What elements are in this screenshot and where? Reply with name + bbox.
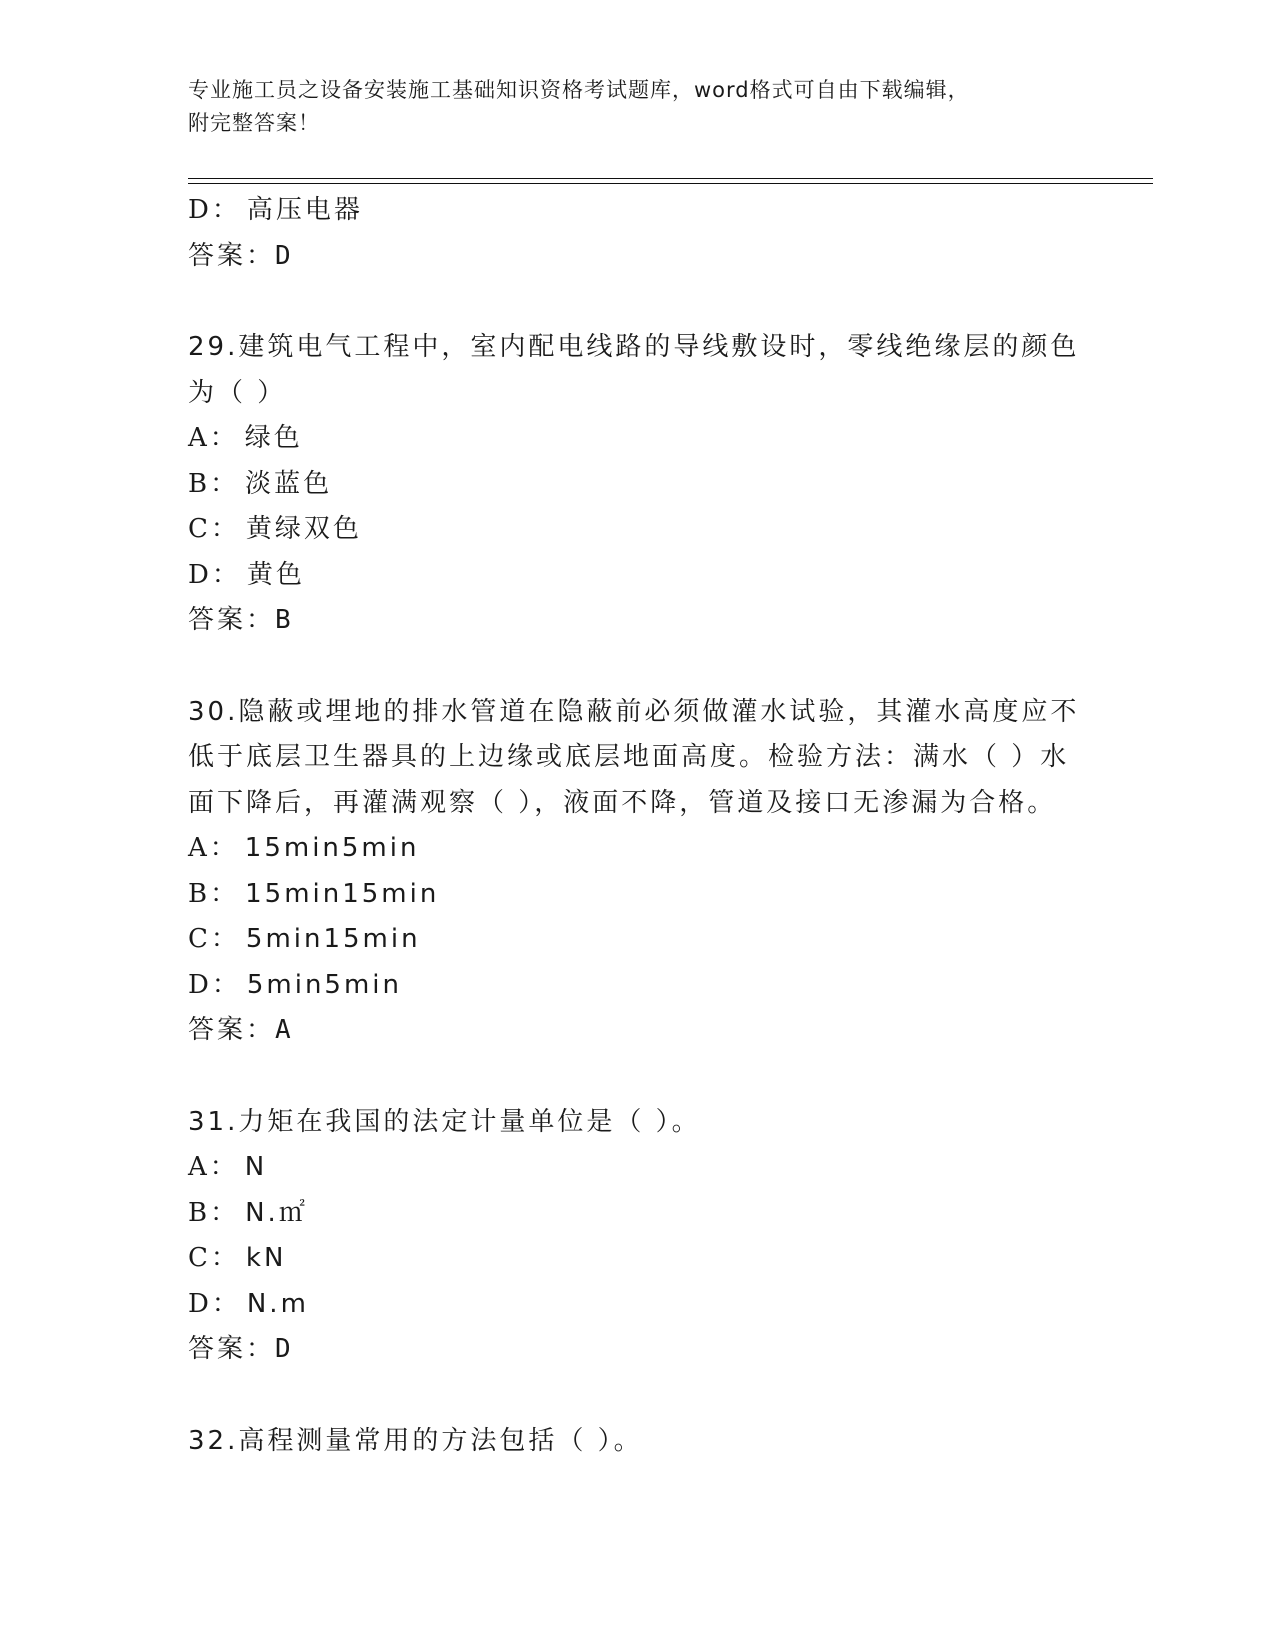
option-label: B： (188, 468, 240, 499)
option-d (188, 188, 1088, 234)
option-label: A： (188, 1152, 239, 1182)
answer-line: 答案：D (188, 240, 294, 271)
option-a (188, 826, 1088, 872)
spacer (188, 279, 1088, 325)
option-text: 15min5min (244, 833, 420, 863)
option-b (188, 462, 1088, 508)
question-stem: 32.高程测量常用的方法包括（ ）。 (188, 1425, 643, 1456)
question-stem: 29.建筑电气工程中，室内配电线路的导线敷设时，零线绝缘层的颜色为（ ） (188, 332, 1080, 408)
option-label: D： (188, 559, 241, 590)
option-b (188, 872, 1088, 918)
option-b (188, 1191, 1088, 1237)
option-label: B： (188, 1197, 240, 1228)
question-31 (188, 1100, 1088, 1373)
option-text: N.m (246, 1288, 309, 1319)
answer-line: 答案：D (188, 1334, 294, 1364)
option-text: 15min15min (245, 878, 440, 909)
spacer (188, 1373, 1088, 1419)
question-stem: 31.力矩在我国的法定计量单位是（ ）。 (188, 1106, 701, 1137)
option-label: C： (188, 1243, 240, 1273)
option-c (188, 917, 1088, 963)
header-divider-bottom (188, 183, 1153, 184)
option-label: C： (188, 514, 240, 544)
option-label: A： (188, 833, 239, 863)
option-d (188, 1282, 1088, 1328)
header-line-1: 专业施工员之设备安装施工基础知识资格考试题库，word格式可自由下载编辑， (188, 78, 970, 102)
option-c (188, 507, 1088, 553)
option-text: N (244, 1152, 268, 1182)
option-text: kN (245, 1243, 287, 1273)
option-label: B： (188, 878, 240, 909)
option-label: D： (188, 195, 241, 225)
option-label: D： (188, 969, 241, 1000)
previous-question (188, 188, 1088, 279)
question-list (188, 188, 1088, 1464)
answer-line: 答案：B (188, 605, 294, 635)
option-label: C： (188, 924, 240, 954)
option-d (188, 963, 1088, 1009)
header-divider-top (188, 178, 1153, 179)
question-30 (188, 690, 1088, 1054)
question-29 (188, 325, 1088, 644)
option-a (188, 1145, 1088, 1191)
answer-line: 答案：A (188, 1015, 294, 1045)
option-text: 淡蓝色 (245, 468, 333, 499)
question-stem: 30.隐蔽或埋地的排水管道在隐蔽前必须做灌水试验，其灌水高度应不低于底层卫生器具的上边缘或底层地面高度。检验方法：满水（ ）水面下降后，再灌满观察（ ），液面不降，管道及接口无渗漏为合格。 (188, 696, 1080, 818)
option-c (188, 1236, 1088, 1282)
option-label: A： (188, 423, 239, 453)
document-header (188, 74, 1088, 140)
spacer (188, 644, 1088, 690)
option-text: 绿色 (244, 423, 303, 453)
header-line-2: 附完整答案！ (188, 111, 320, 135)
option-text: N.㎡ (245, 1197, 308, 1228)
option-d (188, 553, 1088, 599)
option-a (188, 416, 1088, 462)
option-text: 5min15min (245, 924, 421, 954)
option-text: 5min5min (246, 969, 403, 1000)
option-text: 高压电器 (246, 195, 363, 225)
option-text: 黄绿双色 (245, 514, 362, 544)
option-label: D： (188, 1288, 241, 1319)
spacer (188, 1054, 1088, 1100)
option-text: 黄色 (246, 559, 305, 590)
question-32 (188, 1419, 1088, 1465)
